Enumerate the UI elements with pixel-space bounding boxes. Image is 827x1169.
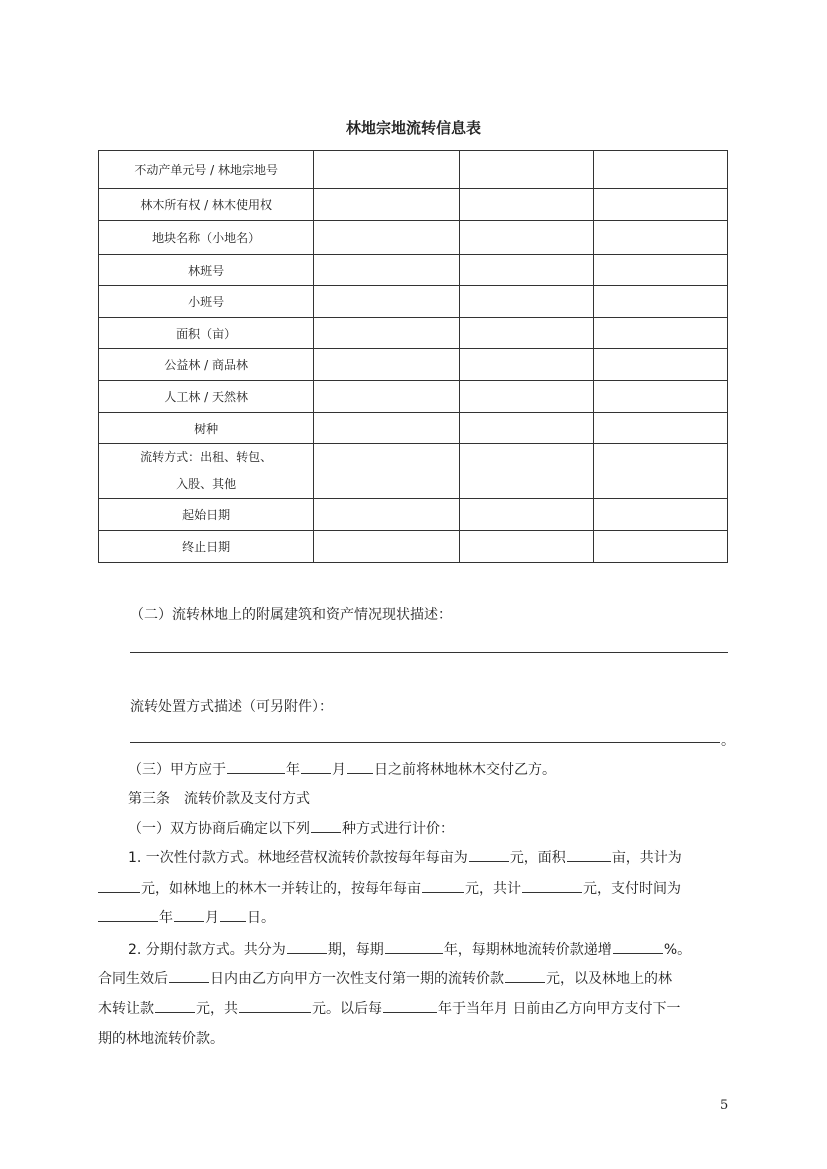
blank-day[interactable] <box>347 758 373 774</box>
value-cell[interactable] <box>314 444 459 499</box>
item2-line3: 木转让款 元，共 元。以后每 年于当年月 日前由乙方向甲方支付下一 <box>98 996 729 1023</box>
value-cell[interactable] <box>593 151 727 189</box>
blank-total[interactable] <box>98 877 140 893</box>
value-cell[interactable] <box>459 381 593 413</box>
item2-line1: 2. 分期付款方式。共分为 期，每期 年，每期林地流转价款递增 %。 <box>98 937 729 964</box>
blank-pay-month[interactable] <box>174 906 204 922</box>
row-label: 小班号 <box>99 286 314 318</box>
row-label-line2: 入股、其他 <box>176 477 237 491</box>
item2-line4: 期的林地流转价款。 <box>98 1031 224 1047</box>
table-row <box>99 221 728 255</box>
blank-years-per-period[interactable] <box>385 938 443 954</box>
value-cell[interactable] <box>593 255 727 286</box>
blank-increase-rate[interactable] <box>613 938 663 954</box>
blank-month[interactable] <box>301 758 331 774</box>
table-row <box>99 499 728 531</box>
value-cell[interactable] <box>314 349 459 381</box>
value-cell[interactable] <box>459 531 593 563</box>
value-cell[interactable] <box>314 531 459 563</box>
table-row <box>99 413 728 444</box>
blank-days[interactable] <box>169 967 209 983</box>
value-cell[interactable] <box>593 286 727 318</box>
blank-price-per-mu[interactable] <box>469 846 509 862</box>
blank-pay-year[interactable] <box>98 906 158 922</box>
value-cell[interactable] <box>314 221 459 255</box>
item1-line3: 年 月 日。 <box>98 905 729 932</box>
disposal-line[interactable] <box>130 742 720 743</box>
value-cell[interactable] <box>593 499 727 531</box>
value-cell[interactable] <box>459 221 593 255</box>
row-label: 公益林 / 商品林 <box>99 349 314 381</box>
value-cell[interactable] <box>593 381 727 413</box>
blank-area[interactable] <box>567 846 611 862</box>
description-line[interactable] <box>130 652 728 653</box>
row-label: 人工林 / 天然林 <box>99 381 314 413</box>
row-label: 林木所有权 / 林木使用权 <box>99 189 314 221</box>
blank-first-payment[interactable] <box>505 967 545 983</box>
table-row <box>99 286 728 318</box>
blank-sum[interactable] <box>239 997 311 1013</box>
blank-year[interactable] <box>227 758 285 774</box>
row-label: 起始日期 <box>99 499 314 531</box>
table-row <box>99 349 728 381</box>
value-cell[interactable] <box>314 189 459 221</box>
item1-line2: 元，如林地上的林木一并转让的，按每年每亩 元，共计 元，支付时间为 <box>98 876 729 903</box>
value-cell[interactable] <box>459 189 593 221</box>
delivery-clause: （三）甲方应于 年 月 日之前将林地林木交付乙方。 <box>98 757 729 784</box>
value-cell[interactable] <box>314 318 459 349</box>
value-cell[interactable] <box>459 413 593 444</box>
blank-periods[interactable] <box>287 938 327 954</box>
value-cell[interactable] <box>459 151 593 189</box>
blank-tree-transfer[interactable] <box>155 997 195 1013</box>
blank-pay-day[interactable] <box>220 906 246 922</box>
value-cell[interactable] <box>459 255 593 286</box>
forest-land-info-table <box>98 150 728 563</box>
page-number: 5 <box>720 1098 729 1113</box>
blank-method[interactable] <box>311 817 341 833</box>
table-row <box>99 255 728 286</box>
value-cell[interactable] <box>593 413 727 444</box>
value-cell[interactable] <box>314 499 459 531</box>
value-cell[interactable] <box>314 151 459 189</box>
disposal-end-mark: 。 <box>721 733 735 749</box>
value-cell[interactable] <box>314 286 459 318</box>
value-cell[interactable] <box>593 349 727 381</box>
table-row <box>99 318 728 349</box>
value-cell[interactable] <box>459 349 593 381</box>
value-cell[interactable] <box>459 444 593 499</box>
table-row <box>99 189 728 221</box>
article3-heading: 第三条 流转价款及支付方式 <box>128 791 310 807</box>
row-label-line1: 流转方式：出租、转包、 <box>140 450 273 464</box>
disposal-label: 流转处置方式描述（可另附件）： <box>130 699 333 715</box>
item2-line2: 合同生效后 日内由乙方向甲方一次性支付第一期的流转价款 元，以及林地上的林 <box>98 966 729 993</box>
blank-every-years[interactable] <box>383 997 437 1013</box>
value-cell[interactable] <box>593 221 727 255</box>
section2-heading: （二）流转林地上的附属建筑和资产情况现状描述： <box>130 607 452 623</box>
value-cell[interactable] <box>459 318 593 349</box>
table-row <box>99 381 728 413</box>
row-label: 面积（亩） <box>99 318 314 349</box>
value-cell[interactable] <box>314 381 459 413</box>
row-label: 终止日期 <box>99 531 314 563</box>
row-label: 地块名称（小地名） <box>99 221 314 255</box>
value-cell[interactable] <box>459 286 593 318</box>
row-label <box>99 444 314 499</box>
table-row <box>99 444 728 499</box>
pricing-methods: （一）双方协商后确定以下列 种方式进行计价： <box>98 816 729 843</box>
value-cell[interactable] <box>314 255 459 286</box>
row-label: 树种 <box>99 413 314 444</box>
blank-tree-price[interactable] <box>422 877 464 893</box>
table-row <box>99 531 728 563</box>
value-cell[interactable] <box>459 499 593 531</box>
row-label: 林班号 <box>99 255 314 286</box>
value-cell[interactable] <box>593 189 727 221</box>
table-title: 林地宗地流转信息表 <box>345 119 481 137</box>
blank-tree-total[interactable] <box>522 877 582 893</box>
value-cell[interactable] <box>593 531 727 563</box>
row-label: 不动产单元号 / 林地宗地号 <box>99 151 314 189</box>
value-cell[interactable] <box>314 413 459 444</box>
table-row <box>99 151 728 189</box>
value-cell[interactable] <box>593 444 727 499</box>
value-cell[interactable] <box>593 318 727 349</box>
item1-line1: 1. 一次性付款方式。林地经营权流转价款按每年每亩为 元，面积 亩，共计为 <box>98 845 729 872</box>
